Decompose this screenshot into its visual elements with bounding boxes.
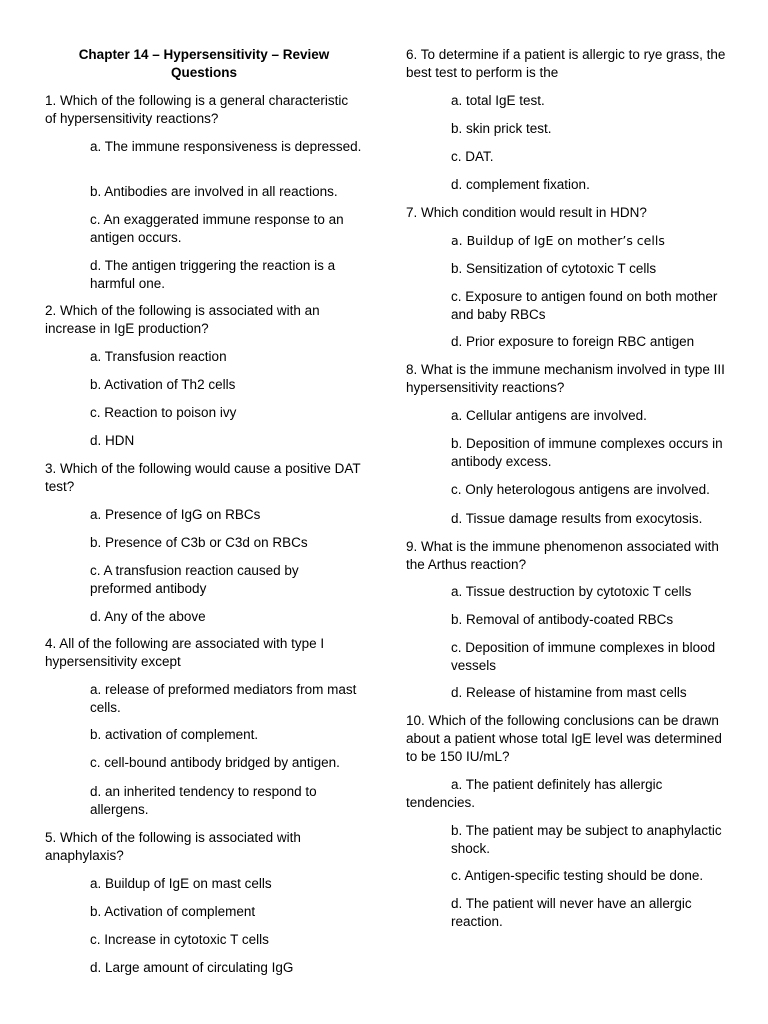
question-3-stem: 3. Which of the following would cause a positive DAT test? [45,461,361,494]
page-title [45,46,363,82]
question-8-option-b: b. Deposition of immune complexes occurs in antibody excess. [451,436,723,469]
question-7-stem: 7. Which condition would result in HDN? [406,205,647,220]
question-5-option-d: d. Large amount of circulating IgG [90,960,294,975]
question-9-option-b: b. Removal of antibody-coated RBCs [451,612,674,627]
question-4-option-d: d. an inherited tendency to respond to allergens. [90,784,317,817]
title-line-1: Chapter 14 – Hypersensitivity – Review [78,47,330,62]
question-5-option-c: c. Increase in cytotoxic T cells [90,932,269,947]
question-5-option-a: a. Buildup of IgE on mast cells [90,876,272,891]
question-8-stem: 8. What is the immune mechanism involved in type III hypersensitivity reactions? [406,362,725,395]
question-1-option-b: b. Antibodies are involved in all reactions. [90,184,338,199]
question-4-stem: 4. All of the following are associated with type I hypersensitivity except [45,636,325,669]
question-10-option-b: b. The patient may be subject to anaphylactic shock. [451,823,722,856]
question-10-option-d: d. The patient will never have an allergic reaction. [451,896,692,929]
question-8-option-c: c. Only heterologous antigens are involved. [451,482,710,497]
question-1-option-d: d. The antigen triggering the reaction is a harmful one. [90,258,336,291]
question-8-option-d: d. Tissue damage results from exocytosis. [451,511,703,526]
question-2-option-a: a. Transfusion reaction [90,349,227,364]
question-3-option-a: a. Presence of IgG on RBCs [90,507,261,522]
question-6-option-b: b. skin prick test. [451,121,552,136]
question-9-option-a: a. Tissue destruction by cytotoxic T cells [451,584,692,599]
title-line-2: Questions [170,65,237,80]
question-5-stem: 5. Which of the following is associated with anaphylaxis? [45,830,301,863]
question-7-option-d: d. Prior exposure to foreign RBC antigen [451,334,695,349]
question-9-option-d: d. Release of histamine from mast cells [451,685,687,700]
question-4-option-b: b. activation of complement. [90,727,259,742]
question-6-stem: 6. To determine if a patient is allergic to rye grass, the best test to perform is the [406,47,726,80]
question-5-option-b: b. Activation of complement [90,904,256,919]
question-8-option-a: a. Cellular antigens are involved. [451,408,647,423]
question-9-option-c: c. Deposition of immune complexes in blood vessels [451,640,716,673]
question-2-stem: 2. Which of the following is associated with an increase in IgE production? [45,303,320,336]
question-3-option-d: d. Any of the above [90,609,206,624]
question-10-option-c: c. Antigen-specific testing should be done. [451,868,704,883]
question-4-option-c: c. cell-bound antibody bridged by antigen. [90,755,340,770]
question-6-option-c: c. DAT. [451,149,494,164]
question-6-option-d: d. complement fixation. [451,177,590,192]
question-7-option-b: b. Sensitization of cytotoxic T cells [451,261,657,276]
question-3-option-b: b. Presence of C3b or C3d on RBCs [90,535,308,550]
question-2-option-c: c. Reaction to poison ivy [90,405,237,420]
question-2-option-b: b. Activation of Th2 cells [90,377,236,392]
question-6-option-a: a. total IgE test. [451,93,545,108]
question-7-option-c: c. Exposure to antigen found on both mother and baby RBCs [451,289,718,322]
question-4-option-a: a. release of preformed mediators from mast cells. [90,682,357,715]
question-10-stem: 10. Which of the following conclusions can be drawn about a patient whose total IgE level was determined to be 150 IU/mL? [406,713,722,764]
question-7-option-a: a. Buildup of IgE on mother’s cells [451,233,665,248]
question-2-option-d: d. HDN [90,433,135,448]
question-10-option-a: a. The patient definitely has allergic tendencies. [406,777,663,810]
question-3-option-c: c. A transfusion reaction caused by preformed antibody [90,563,299,596]
question-1-option-a: a. The immune responsiveness is depressed. [90,139,362,154]
question-1-option-c: c. An exaggerated immune response to an antigen occurs. [90,212,344,245]
question-1-stem: 1. Which of the following is a general characteristic of hypersensitivity reactions? [45,93,349,126]
question-9-stem: 9. What is the immune phenomenon associated with the Arthus reaction? [406,539,719,572]
